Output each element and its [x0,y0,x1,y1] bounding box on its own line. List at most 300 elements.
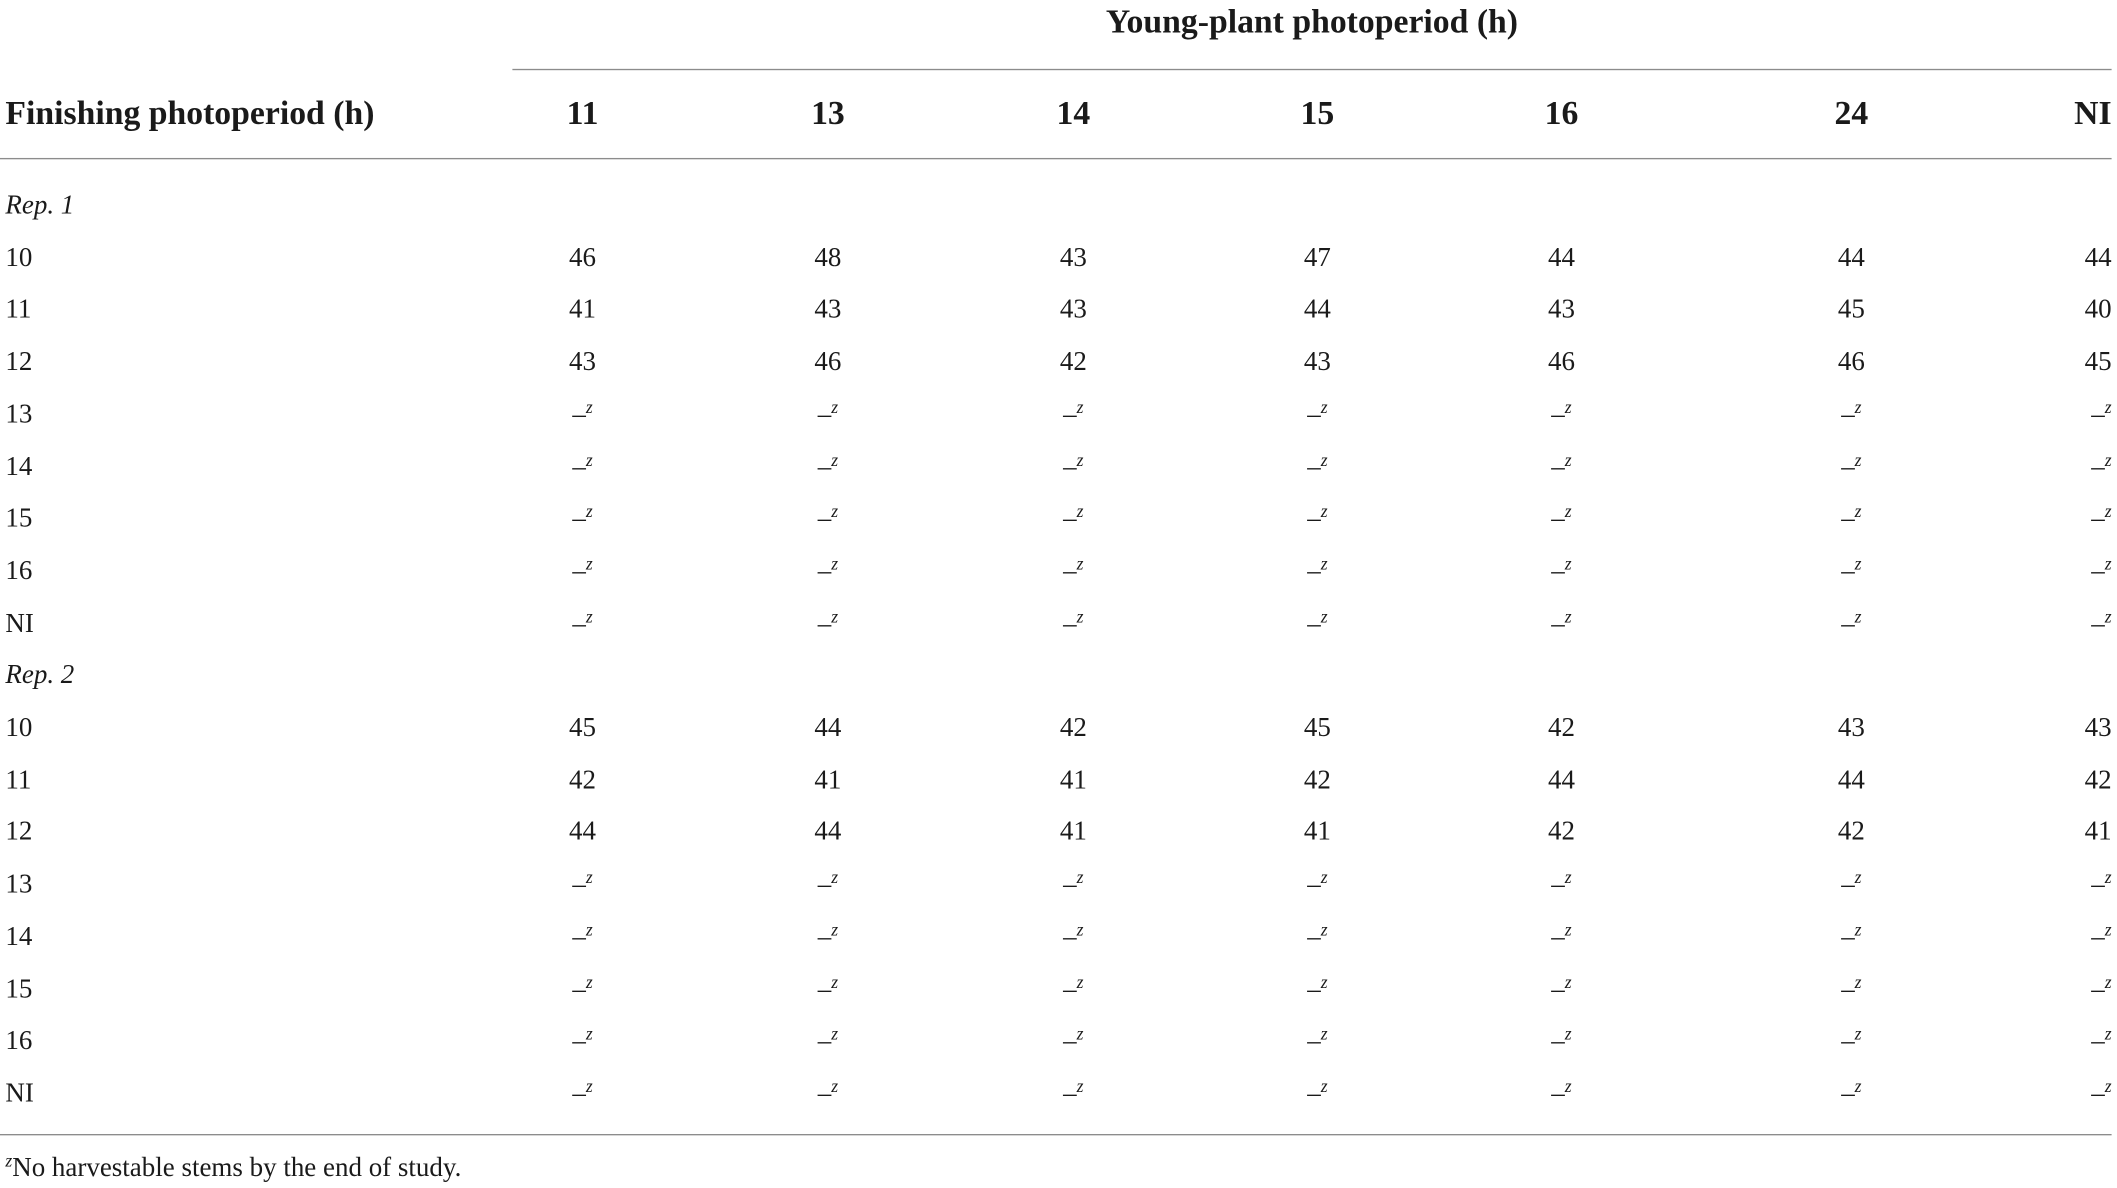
dash-glyph: – [1841,399,1855,430]
value-cell: 44 [1837,242,1865,273]
section-row [0,650,2112,701]
dash-glyph: – [1063,451,1077,482]
value-cell: 45 [2084,347,2112,377]
column-header: NI [2074,95,2112,133]
row-label: 16 [5,1026,33,1056]
dash-glyph: – [1841,556,1855,586]
no-data-cell [774,1068,882,1122]
no-data-cell [2004,493,2112,547]
footnote-ref: z [1564,553,1572,574]
dash-glyph: – [1307,1026,1321,1056]
footnote-ref: z [831,1023,839,1044]
dash-glyph: – [1551,974,1565,1004]
no-data-cell [1797,911,1905,965]
footnote-ref: z [1076,1023,1084,1044]
column-header: 13 [811,95,845,133]
no-data-cell [2004,389,2112,443]
value-cell: 40 [2084,294,2112,325]
value-cell: 41 [1059,765,1087,795]
footnote-ref: z [585,553,593,574]
group-header-rule [512,69,2111,70]
dash-glyph: – [1307,451,1321,482]
dash-glyph: – [1551,1078,1565,1109]
footnote-ref: z [831,501,839,522]
dash-glyph: – [1307,921,1321,952]
value-cell: 44 [814,817,842,847]
no-data-cell [774,911,882,965]
table-row [0,598,2112,649]
dash-glyph: – [1551,451,1565,482]
no-data-cell [1508,493,1616,547]
no-data-cell [1263,963,1371,1017]
footnote-ref: z [1854,501,1862,522]
no-data-cell [1797,963,1905,1017]
value-cell: 46 [814,347,842,377]
dash-glyph: – [2091,503,2105,534]
dash-glyph: – [1063,921,1077,952]
table-row [0,806,2112,857]
footnote-ref: z [1320,448,1328,470]
dash-glyph: – [572,1078,586,1109]
footnote-ref: z [1854,396,1862,417]
table-row [0,911,2112,962]
value-cell: 42 [2084,765,2112,795]
no-data-cell [2004,911,2112,965]
no-data-cell [774,389,882,443]
no-data-cell [2004,545,2112,599]
dash-glyph: – [2091,608,2105,639]
dash-glyph: – [1063,608,1077,639]
dash-glyph: – [572,974,586,1004]
no-data-cell [1019,1068,1127,1122]
footnote-ref: z [831,448,839,470]
value-cell: 46 [1837,347,1865,377]
no-data-cell [1019,963,1127,1017]
dash-glyph: – [817,869,832,900]
table-row [0,389,2112,440]
no-data-cell [1263,1015,1371,1069]
dash-glyph: – [1551,869,1565,900]
footnote-ref: z [585,605,593,626]
dash-glyph: – [817,1078,832,1109]
dash-glyph: – [1841,921,1855,952]
value-cell: 46 [569,242,596,273]
dash-glyph: – [1307,974,1321,1004]
section-row [0,180,2112,231]
table-row [0,232,2112,283]
dash-glyph: – [817,556,832,586]
dash-glyph: – [1307,556,1321,586]
column-header: 14 [1056,95,1091,133]
dash-glyph: – [2091,869,2105,900]
column-header: 16 [1544,95,1579,133]
footnote-ref: z [1564,1023,1572,1044]
group-header: Young-plant photoperiod (h) [1105,4,1519,41]
value-cell: 42 [1059,347,1087,377]
dash-glyph: – [1551,608,1565,639]
footnote-ref: z [1854,448,1862,470]
no-data-cell [529,859,637,913]
no-data-cell [1263,1068,1371,1122]
footnote-ref: z [831,866,839,888]
dash-glyph: – [1841,1026,1855,1056]
dash-glyph: – [1307,1078,1321,1109]
dash-glyph: – [1063,399,1077,430]
footnote-ref: z [1076,501,1084,522]
section-label: Rep. 2 [5,660,75,691]
no-data-cell [2004,963,2112,1017]
footnote-ref: z [1854,971,1862,992]
no-data-cell [2004,441,2112,495]
footnote-ref: z [2104,971,2112,992]
no-data-cell [1797,441,1905,495]
value-cell: 44 [1837,765,1865,795]
header-rule [0,158,2112,159]
no-data-cell [774,598,882,652]
column-header: 11 [566,95,599,133]
dash-glyph: – [2091,556,2105,586]
no-data-cell [1019,859,1127,913]
footnote-ref: z [2104,1023,2112,1044]
footnote-ref: z [831,971,839,992]
dash-glyph: – [1551,399,1565,430]
dash-glyph: – [1841,1078,1855,1109]
row-label: 13 [5,399,33,430]
footnote-ref: z [1320,866,1328,888]
footnote-ref: z [1076,1075,1084,1097]
footnote-ref: z [1320,553,1328,574]
dash-glyph: – [2091,1078,2105,1109]
value-cell: 43 [1303,347,1331,377]
no-data-cell [1508,441,1616,495]
dash-glyph: – [2091,921,2105,952]
no-data-cell [529,598,637,652]
no-data-cell [774,545,882,599]
footnote-ref: z [1564,448,1572,470]
no-data-cell [774,963,882,1017]
row-label: 13 [5,869,33,900]
value-cell: 43 [1059,294,1087,325]
no-data-cell [529,545,637,599]
dash-glyph: – [2091,451,2105,482]
row-label: 11 [5,294,32,325]
footnote-ref: z [1320,919,1328,940]
dash-glyph: – [2091,974,2105,1004]
footnote-ref: z [1320,971,1328,992]
value-cell: 41 [2084,817,2112,847]
no-data-cell [774,859,882,913]
footnote-ref: z [1564,1075,1572,1097]
no-data-cell [1508,389,1616,443]
value-cell: 42 [1059,712,1087,743]
dash-glyph: – [817,974,832,1004]
table-row [0,702,2112,753]
no-data-cell [1263,545,1371,599]
footnote-ref: z [585,448,593,470]
footnote-ref: z [1564,971,1572,992]
footnote-ref: z [1854,866,1862,888]
dash-glyph: – [1063,869,1077,900]
no-data-cell [1797,1068,1905,1122]
row-label: 11 [5,765,32,795]
footnote-ref: z [585,971,593,992]
no-data-cell [2004,598,2112,652]
table-row [0,284,2112,335]
value-cell: 45 [1303,712,1331,743]
value-cell: 43 [569,347,596,377]
no-data-cell [1508,963,1616,1017]
no-data-cell [529,963,637,1017]
row-label: 14 [5,921,33,952]
table-row [0,1068,2112,1119]
footnote-ref: z [1854,605,1862,626]
footnote-ref: z [1076,919,1084,940]
value-cell: 43 [1059,242,1087,273]
no-data-cell [1019,1015,1127,1069]
row-label: 10 [5,712,33,743]
value-cell: 43 [1547,294,1575,325]
dash-glyph: – [1841,608,1855,639]
value-cell: 41 [1303,817,1331,847]
dash-glyph: – [1063,974,1077,1004]
no-data-cell [1508,1068,1616,1122]
footnote-ref: z [1076,553,1084,574]
dash-glyph: – [1307,869,1321,900]
dash-glyph: – [572,921,586,952]
dash-glyph: – [817,399,832,430]
dash-glyph: – [572,556,586,586]
dash-glyph: – [572,503,586,534]
no-data-cell [774,441,882,495]
no-data-cell [1019,911,1127,965]
value-cell: 45 [1837,294,1865,325]
no-data-cell [529,441,637,495]
value-cell: 42 [1547,817,1575,847]
dash-glyph: – [817,503,832,534]
footnote-ref: z [1076,866,1084,888]
dash-glyph: – [1063,556,1077,586]
no-data-cell [529,1015,637,1069]
no-data-cell [1019,545,1127,599]
value-cell: 43 [814,294,842,325]
footnote-ref: z [585,919,593,940]
no-data-cell [2004,1068,2112,1122]
no-data-cell [1797,1015,1905,1069]
dash-glyph: – [817,921,832,952]
table-row [0,963,2112,1014]
column-header: 15 [1300,95,1335,133]
table-row [0,441,2112,492]
no-data-cell [1019,441,1127,495]
no-data-cell [1263,441,1371,495]
no-data-cell [1508,859,1616,913]
dash-glyph: – [1841,974,1855,1004]
value-cell: 46 [1547,347,1575,377]
footnote-text: No harvestable stems by the end of study. [12,1152,462,1183]
no-data-cell [529,911,637,965]
dash-glyph: – [1841,869,1855,900]
footnote-ref: z [1320,1023,1328,1044]
no-data-cell [1263,493,1371,547]
no-data-cell [1019,598,1127,652]
dash-glyph: – [1307,608,1321,639]
dash-glyph: – [817,608,832,639]
value-cell: 44 [2084,242,2112,273]
value-cell: 42 [1837,817,1865,847]
footnote-ref: z [1564,501,1572,522]
footnote-ref: z [585,501,593,522]
table-row [0,545,2112,596]
footnote-ref: z [1564,866,1572,888]
footnote-ref: z [1320,501,1328,522]
row-label: 15 [5,974,33,1004]
dash-glyph: – [1551,556,1565,586]
table-row [0,1015,2112,1066]
no-data-cell [2004,1015,2112,1069]
value-cell: 41 [569,294,596,325]
footnote-ref: z [2104,501,2112,522]
value-cell: 41 [814,765,842,795]
value-cell: 41 [1059,817,1087,847]
no-data-cell [1797,545,1905,599]
no-data-cell [529,389,637,443]
value-cell: 44 [814,712,842,743]
value-cell: 43 [1837,712,1865,743]
no-data-cell [1797,493,1905,547]
footnote-ref: z [585,866,593,888]
dash-glyph: – [2091,399,2105,430]
no-data-cell [1797,859,1905,913]
footnote-ref: z [831,1075,839,1097]
table-row [0,493,2112,544]
no-data-cell [1508,911,1616,965]
footnote-ref: z [1564,919,1572,940]
value-cell: 42 [1547,712,1575,743]
stub-header: Finishing photoperiod (h) [5,95,375,133]
row-label: 10 [5,242,33,273]
table-row [0,336,2112,387]
footnote-ref: z [831,396,839,417]
dash-glyph: – [572,608,586,639]
dash-glyph: – [572,869,586,900]
value-cell: 42 [1303,765,1331,795]
dash-glyph: – [2091,1026,2105,1056]
dash-glyph: – [572,399,586,430]
row-label: NI [5,608,34,639]
dash-glyph: – [1841,451,1855,482]
no-data-cell [2004,859,2112,913]
no-data-cell [1797,598,1905,652]
footnote-ref: z [1564,396,1572,417]
value-cell: 44 [1547,242,1575,273]
footnote-ref: z [1564,605,1572,626]
footnote-ref: z [585,396,593,417]
footnote-ref: z [2104,396,2112,417]
value-cell: 47 [1303,242,1331,273]
footnote-ref: z [2104,1075,2112,1097]
column-header: 24 [1834,95,1869,133]
footnote-ref: z [1854,1075,1862,1097]
value-cell: 42 [569,765,596,795]
footnote-ref: z [1076,448,1084,470]
no-data-cell [774,1015,882,1069]
footnote [5,1150,461,1188]
section-label: Rep. 1 [5,190,75,221]
footnote-ref: z [2104,605,2112,626]
dash-glyph: – [572,1026,586,1056]
footnote-ref: z [585,1075,593,1097]
row-label: 12 [5,817,33,847]
no-data-cell [529,1068,637,1122]
footnote-ref: z [585,1023,593,1044]
row-label: 16 [5,556,33,586]
no-data-cell [529,493,637,547]
row-label: 15 [5,503,33,534]
footnote-ref: z [2104,919,2112,940]
dash-glyph: – [1307,503,1321,534]
footnote-ref: z [1076,971,1084,992]
no-data-cell [1263,389,1371,443]
footnote-ref: z [1076,605,1084,626]
dash-glyph: – [1551,921,1565,952]
footer-rule [0,1134,2112,1135]
footnote-ref: z [1854,919,1862,940]
table-row [0,859,2112,910]
footnote-ref: z [831,605,839,626]
no-data-cell [1508,1015,1616,1069]
no-data-cell [774,493,882,547]
footnote-ref: z [1854,553,1862,574]
no-data-cell [1797,389,1905,443]
no-data-cell [1019,389,1127,443]
dash-glyph: – [1841,503,1855,534]
footnote-ref: z [2104,866,2112,888]
footnote-ref: z [1076,396,1084,417]
row-label: 14 [5,451,33,482]
footnote-ref: z [2104,448,2112,470]
no-data-cell [1019,493,1127,547]
dash-glyph: – [572,451,586,482]
no-data-cell [1508,545,1616,599]
dash-glyph: – [817,1026,832,1056]
row-label: NI [5,1078,34,1109]
value-cell: 44 [569,817,596,847]
dash-glyph: – [1063,1078,1077,1109]
no-data-cell [1263,859,1371,913]
value-cell: 44 [1547,765,1575,795]
dash-glyph: – [1063,503,1077,534]
footnote-ref: z [1320,396,1328,417]
dash-glyph: – [1063,1026,1077,1056]
dash-glyph: – [1551,503,1565,534]
no-data-cell [1508,598,1616,652]
dash-glyph: – [1551,1026,1565,1056]
value-cell: 48 [814,242,842,273]
dash-glyph: – [1307,399,1321,430]
footnote-ref: z [1854,1023,1862,1044]
value-cell: 43 [2084,712,2112,743]
value-cell: 45 [569,712,596,743]
footnote-ref: z [1320,605,1328,626]
row-label: 12 [5,347,33,377]
no-data-cell [1263,911,1371,965]
dash-glyph: – [817,451,832,482]
no-data-cell [1263,598,1371,652]
footnote-mark: z [5,1150,13,1171]
footnote-ref: z [831,553,839,574]
footnote-ref: z [2104,553,2112,574]
table-row [0,754,2112,805]
